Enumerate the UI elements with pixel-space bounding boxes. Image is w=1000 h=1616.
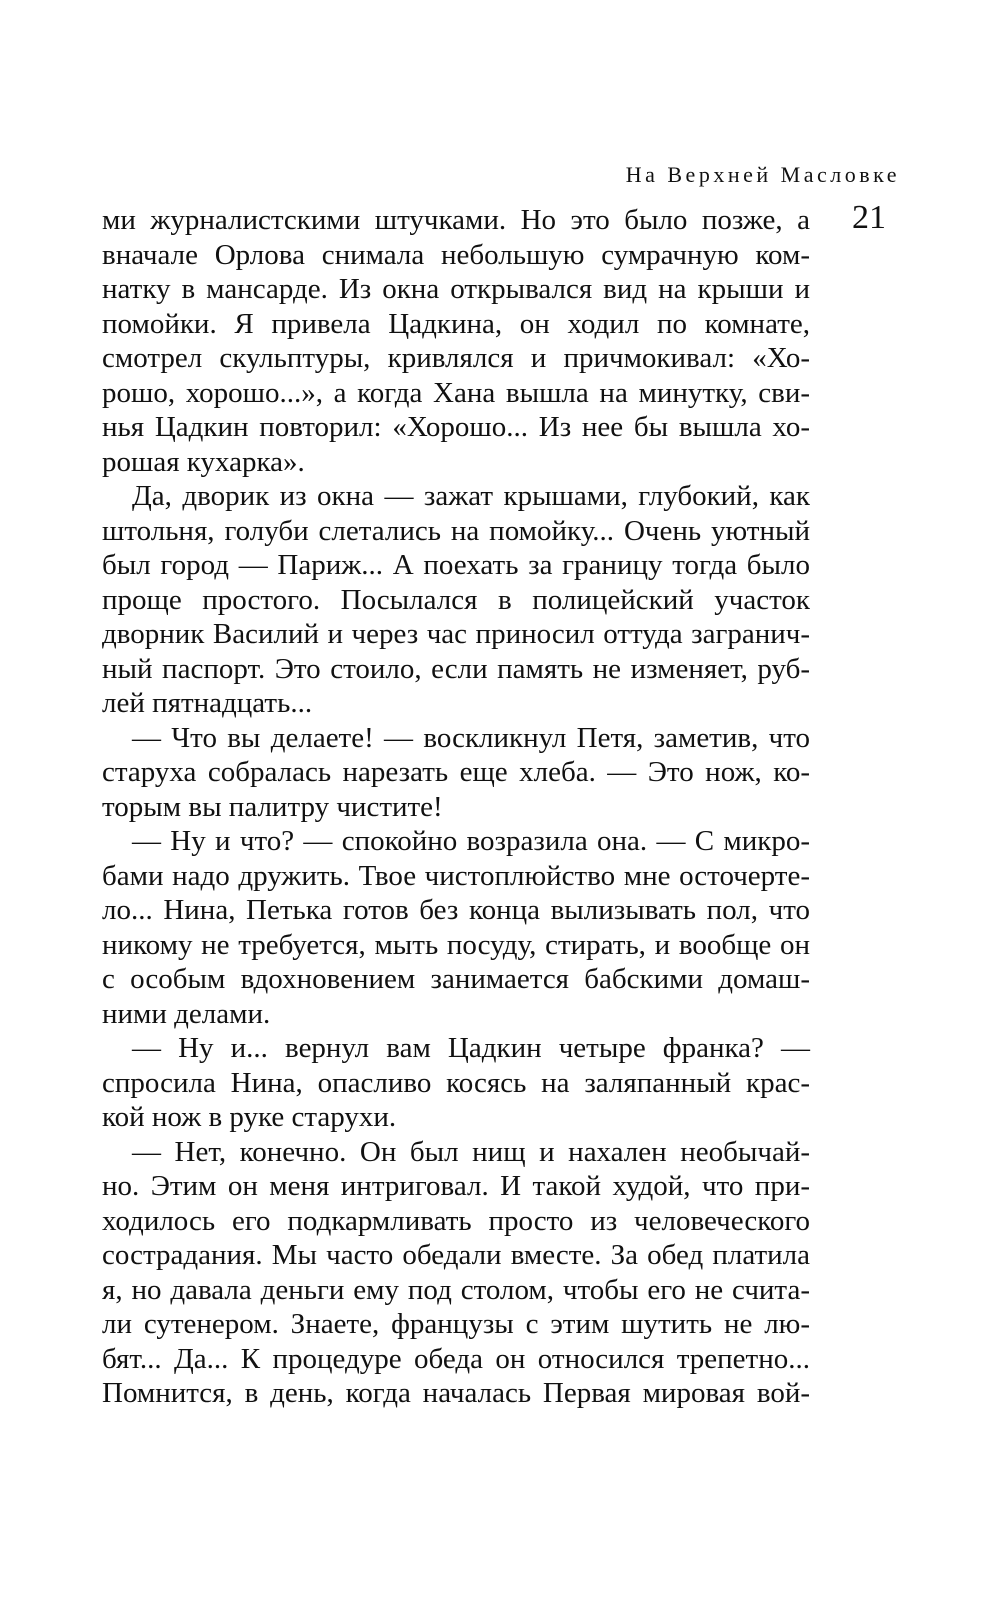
text-line: помойки. Я привела Цадкина, он ходил по комнате, bbox=[102, 307, 810, 340]
text-line: но. Этим он меня интриговал. И такой худой, что при- bbox=[102, 1170, 810, 1202]
text-line: — Нет, конечно. Он был нищ и нахален необычай- bbox=[132, 1135, 810, 1168]
text-line: ходилось его подкармливать просто из человеческого bbox=[102, 1204, 810, 1237]
text-line: кой нож в руке старухи. bbox=[102, 1101, 397, 1133]
text-line: торым вы палитру чистите! bbox=[102, 790, 443, 823]
text-line: проще простого. Посылался в полицейский участок bbox=[102, 583, 810, 616]
page-number: 21 bbox=[852, 199, 886, 236]
text-line: бами надо дружить. Твое чистоплюйство мне осточерте- bbox=[102, 859, 810, 892]
text-line: — Что вы делаете! — воскликнул Петя, заметив, что bbox=[132, 721, 810, 754]
text-line: — Ну и... вернул вам Цадкин четыре франка? — bbox=[132, 1032, 810, 1064]
text-line: вначале Орлова снимала небольшую сумрачную ком- bbox=[102, 238, 810, 271]
body-text bbox=[102, 203, 810, 1411]
text-line: ло... Нина, Петька готов без конца вылизывать пол, что bbox=[102, 894, 810, 926]
text-line: сострадания. Мы часто обедали вместе. За обед платила bbox=[102, 1239, 810, 1271]
text-line: старуха собралась нарезать еще хлеба. — Это нож, ко- bbox=[102, 756, 810, 788]
text-line: смотрел скульптуры, кривлялся и причмокивал: «Хо- bbox=[102, 342, 810, 374]
text-line: — Ну и что? — спокойно возразила она. — С микро- bbox=[132, 825, 810, 857]
text-line: натку в мансарде. Из окна открывался вид на крыши и bbox=[102, 273, 810, 305]
text-line: лей пятнадцать... bbox=[102, 687, 313, 719]
text-line: ли сутенером. Знаете, французы с этим шутить не лю- bbox=[102, 1308, 810, 1340]
text-line: Помнится, в день, когда началась Первая мировая вой- bbox=[102, 1377, 810, 1409]
text-line: дворник Василий и через час приносил оттуда загранич- bbox=[102, 618, 810, 650]
text-line: ный паспорт. Это стоило, если память не изменяет, руб- bbox=[102, 652, 810, 685]
text-line: я, но давала деньги ему под столом, чтобы его не счита- bbox=[102, 1273, 810, 1306]
text-line: Да, дворик из окна — зажат крышами, глубокий, как bbox=[132, 480, 810, 512]
text-line: рошо, хорошо...», а когда Хана вышла на минутку, сви- bbox=[102, 376, 810, 409]
text-line: ними делами. bbox=[102, 997, 271, 1030]
text-line: был город — Париж... А поехать за границу тогда было bbox=[102, 549, 810, 581]
text-line: бят... Да... К процедуре обеда он относился трепетно... bbox=[102, 1342, 810, 1375]
text-line: спросила Нина, опасливо косясь на заляпанный крас- bbox=[102, 1066, 810, 1099]
running-head: На Верхней Масловке bbox=[625, 162, 900, 187]
text-line: ми журналистскими штучками. Но это было позже, а bbox=[102, 204, 810, 236]
text-line: штольня, голуби слетались на помойку... Очень уютный bbox=[102, 514, 810, 547]
text-line: с особым вдохновением занимается бабскими домаш- bbox=[102, 963, 810, 995]
text-line: никому не требуется, мыть посуду, стирать, и вообще он bbox=[102, 928, 810, 961]
text-line: нья Цадкин повторил: «Хорошо... Из нее бы вышла хо- bbox=[102, 411, 810, 443]
text-line: рошая кухарка». bbox=[102, 445, 305, 478]
